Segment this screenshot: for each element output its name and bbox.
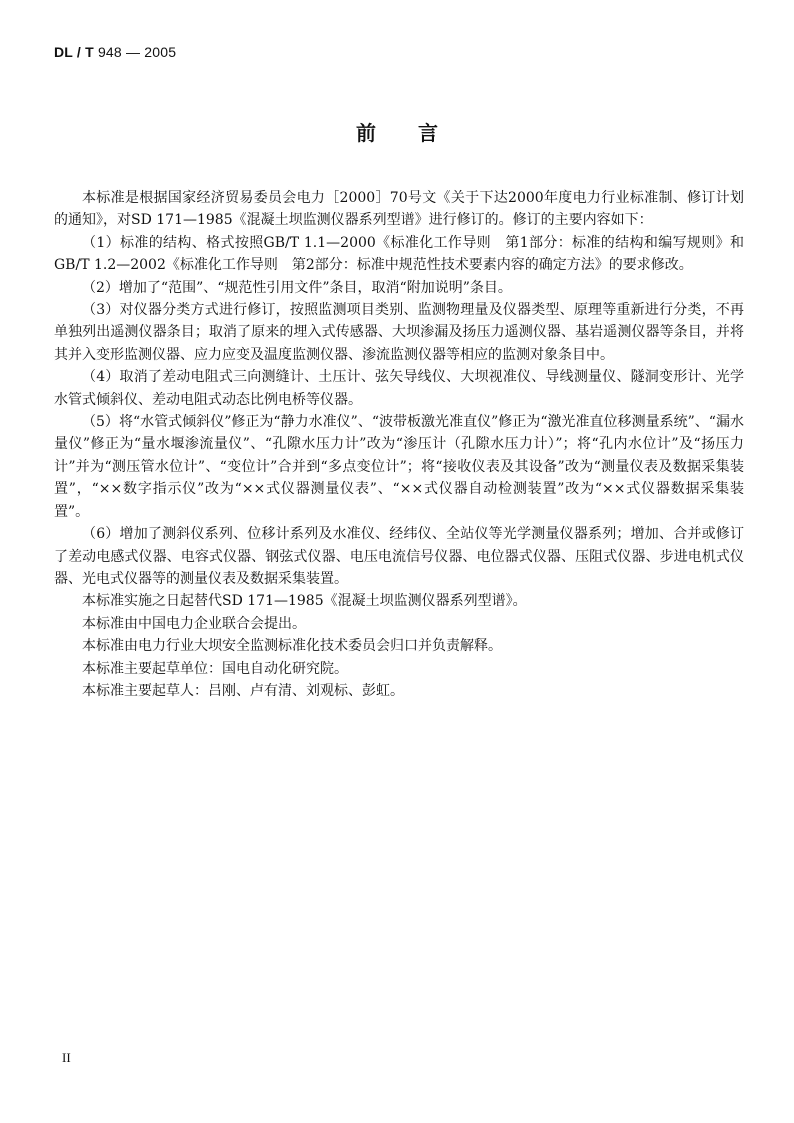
paragraph-item-2: （2）增加了“范围”、“规范性引用文件”条目，取消“附加说明”条目。 [82, 279, 512, 296]
paragraph-drafting-unit: 本标准主要起草单位：国电自动化研究院。 [82, 660, 348, 677]
paragraph-item-1: （1）标准的结构、格式按照GB/T 1.1—2000《标准化工作导则 第1部分：标准的结构和编写规则》和GB/T 1.2—2002《标准化工作导则 第2部分：标准中规范性技术要素内容的确定方法》的要求修改。 [54, 234, 744, 274]
paragraph-item-6: （6）增加了测斜仪系列、位移计系列及水准仪、经纬仪、全站仪等光学测量仪器系列；增加、合并或修订了差动电感式仪器、电容式仪器、钢弦式仪器、电压电流信号仪器、电位器式仪器、压阻式仪器、步进电机式仪器、光电式仪器等的测量仪表及数据采集装置。 [54, 526, 744, 587]
document-code-prefix: DL / T [54, 44, 94, 60]
foreword-body [54, 187, 744, 702]
paragraph-intro: 本标准是根据国家经济贸易委员会电力［2000］70号文《关于下达2000年度电力行业标准制、修订计划的通知》，对SD 171—1985《混凝土坝监测仪器系列型谱》进行修订的。修订的主要内容如下： [54, 190, 744, 229]
paragraph-replacement: 本标准实施之日起替代SD 171—1985《混凝土坝监测仪器系列型谱》。 [82, 593, 527, 610]
paragraph-responsible: 本标准由电力行业大坝安全监测标准化技术委员会归口并负责解释。 [82, 638, 502, 655]
page-number: II [62, 1050, 71, 1065]
paragraph-item-3: （3）对仪器分类方式进行修订，按照监测项目类别、监测物理量及仪器类型、原理等重新进行分类，不再单独列出遥测仪器条目；取消了原来的埋入式传感器、大坝渗漏及扬压力遥测仪器、基岩遥测仪器等条目，并将其并入变形监测仪器、应力应变及温度监测仪器、渗流监测仪器等相应的监测对象条目中。 [54, 302, 744, 363]
paragraph-proposer: 本标准由中国电力企业联合会提出。 [82, 615, 306, 632]
paragraph-drafters: 本标准主要起草人：吕刚、卢有清、刘观标、彭虹。 [82, 682, 404, 699]
document-code-number: 948 — 2005 [97, 44, 177, 60]
paragraph-item-4: （4）取消了差动电阻式三向测缝计、土压计、弦矢导线仪、大坝视准仪、导线测量仪、隧洞变形计、光学水管式倾斜仪、差动电阻式动态比例电桥等仪器。 [54, 369, 744, 408]
document-code-header [54, 44, 176, 60]
page-title: 前言 [356, 121, 480, 145]
paragraph-item-5: （5）将“水管式倾斜仪”修正为“静力水准仪”、“波带板激光准直仪”修正为“激光准直位移测量系统”、“漏水量仪”修正为“量水堰渗流量仪”、“孔隙水压力计”改为“渗压计（孔隙水压力计）”；将“孔内水位计”及“扬压力计”并为“测压管水位计”、“变位计”合并到“多点变位计”；将“接收仪表及其设备”改为“测量仪表及数据采集装置”，“××数字指示仪”改为“××式仪器测量仪表”、“××式仪器自动检测装置”改为“××式仪器数据采集装置”。 [54, 414, 744, 520]
